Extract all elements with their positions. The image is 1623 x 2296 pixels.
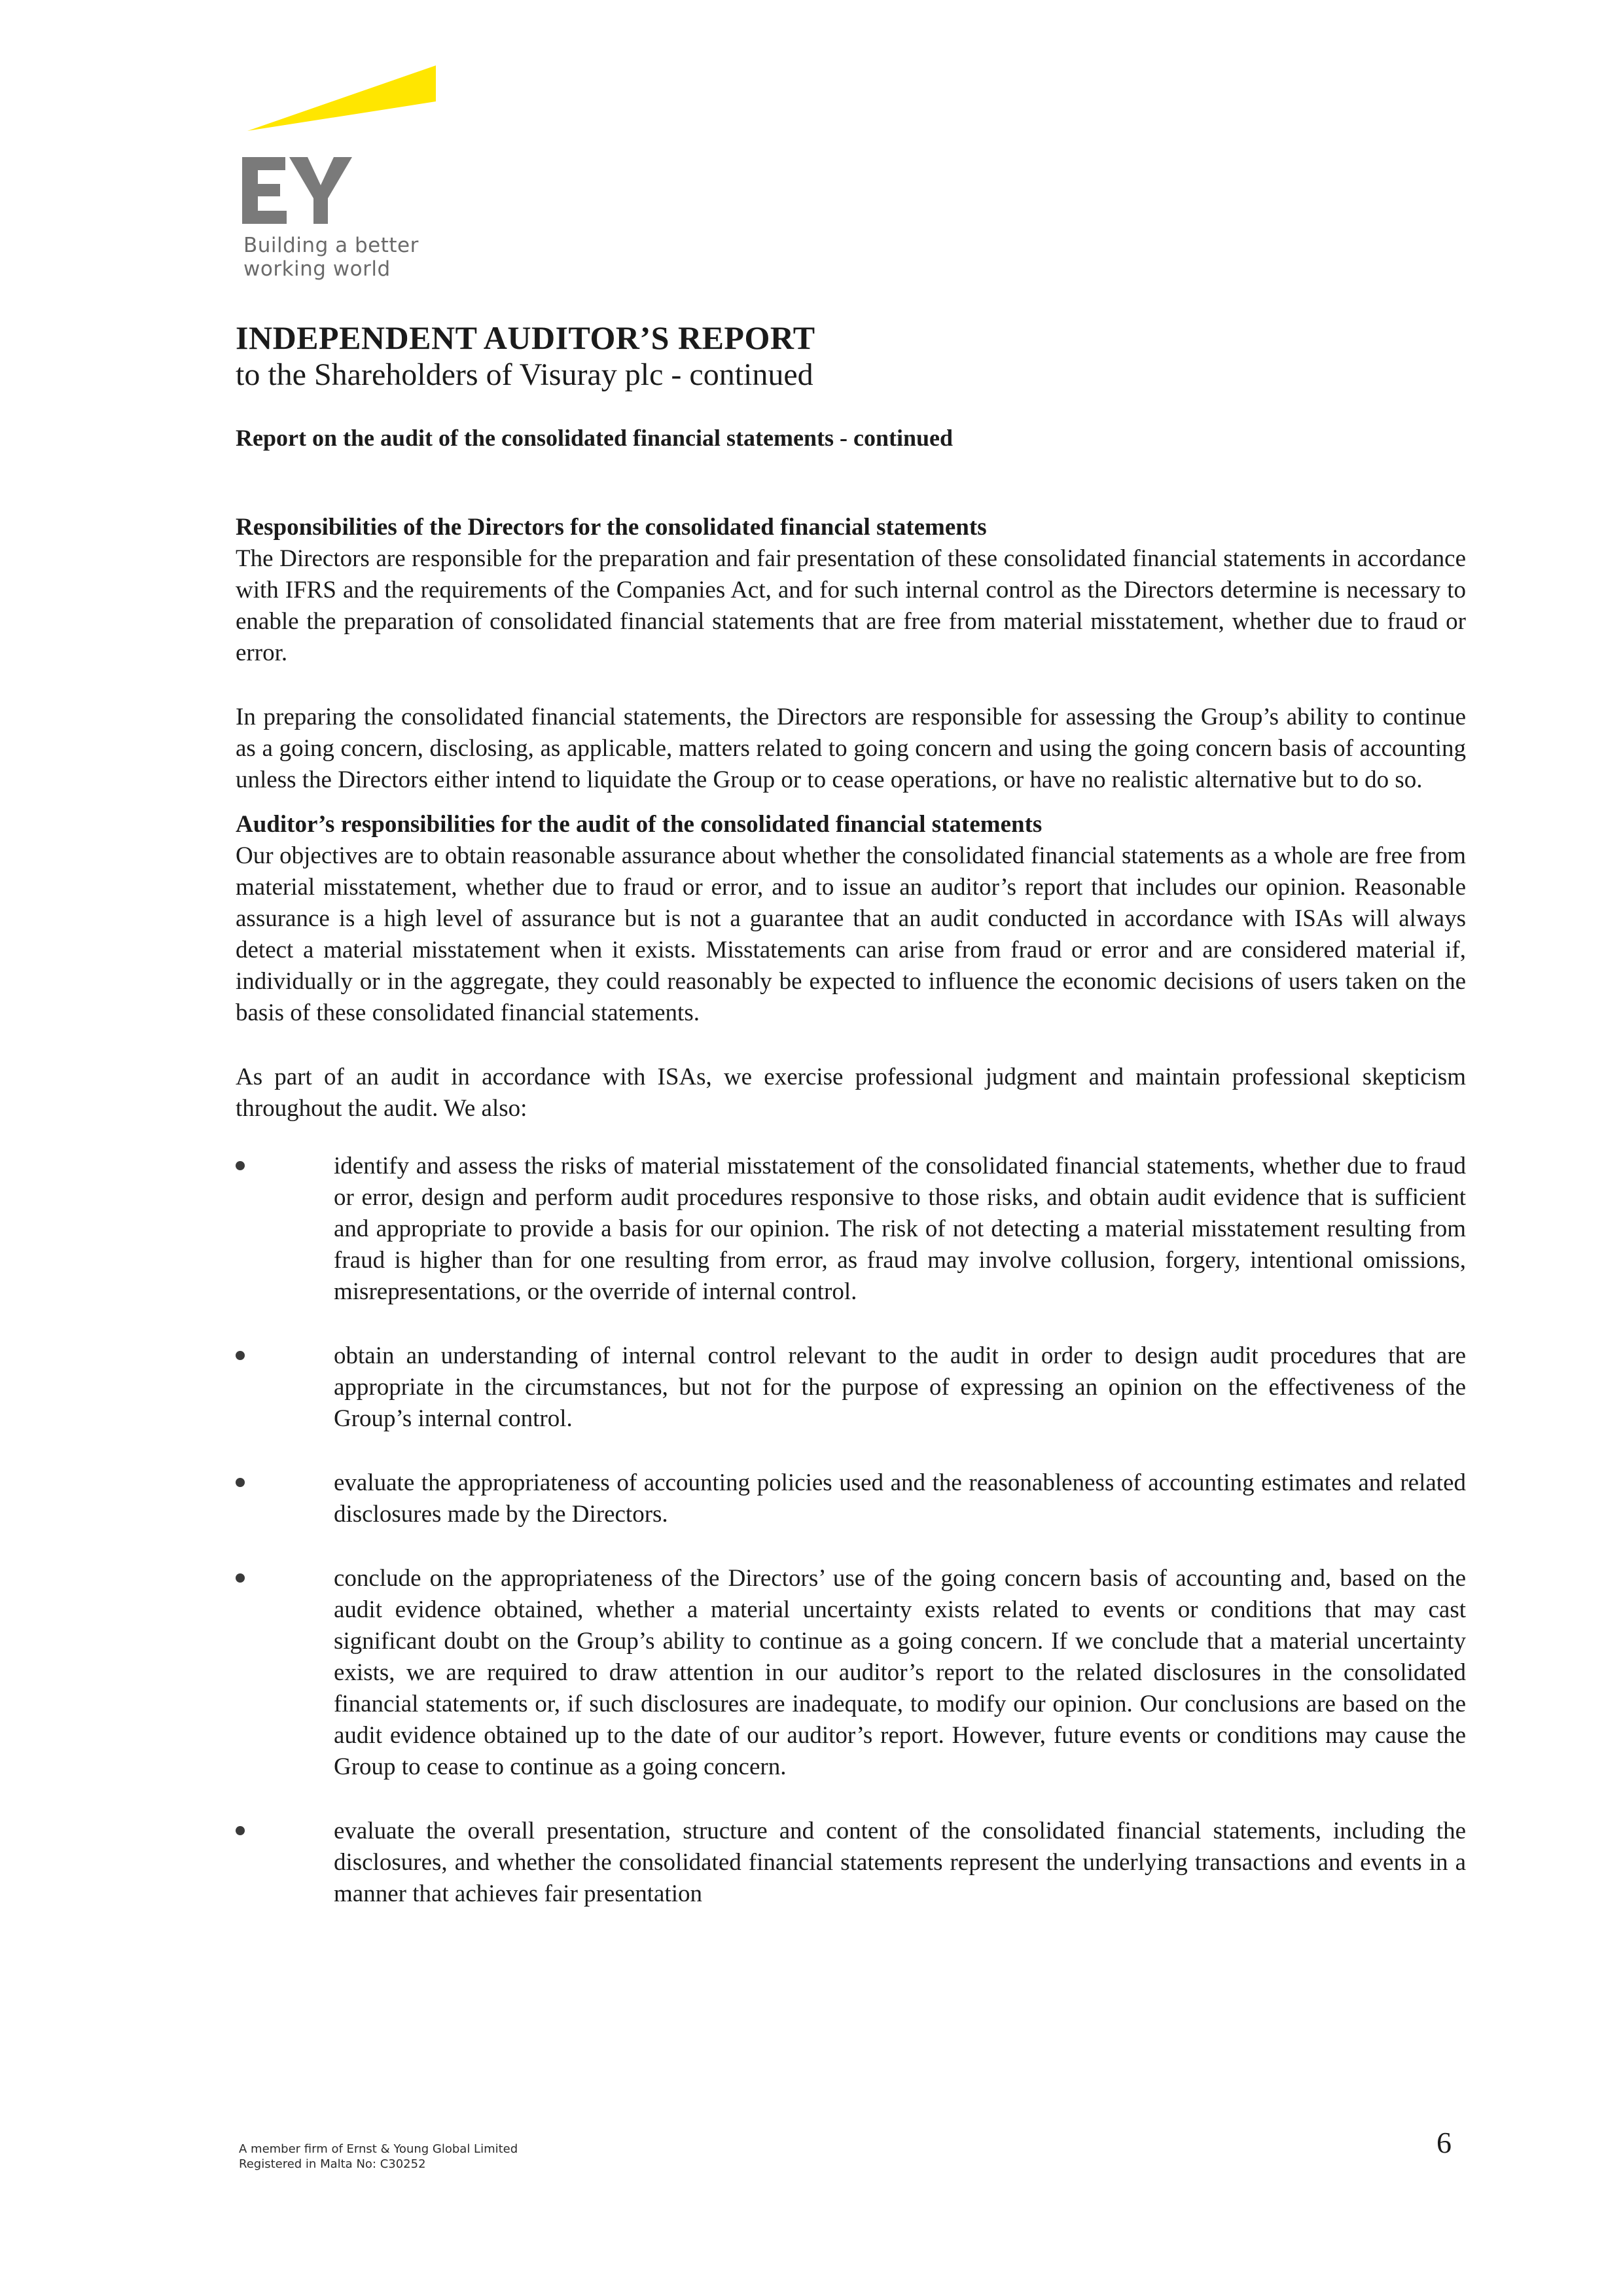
yellow-beam-icon: [247, 65, 436, 131]
bullet-icon: [236, 1478, 245, 1487]
list-item: [236, 1467, 1466, 1530]
footer-registration: [239, 2142, 518, 2172]
list-item: [236, 1816, 1466, 1910]
footer-registered: Registered in Malta No: C30252: [239, 2157, 426, 2171]
auditor-heading: Auditor’s responsibilities for the audit of the consolidated financial statements: [236, 811, 1043, 838]
bullet-icon: [236, 1573, 245, 1583]
list-item: [236, 1563, 1466, 1783]
bullet-icon: [236, 1826, 245, 1835]
report-subtitle: to the Shareholders of Visuray plc - continued: [236, 357, 813, 392]
directors-heading: Responsibilities of the Directors for the consolidated financial statements: [236, 514, 987, 541]
directors-paragraph-2: In preparing the consolidated financial statements, the Directors are responsible for assessing the Group’s ability to continue as a going concern, disclosing, as applicable, matters related to going concern and using the going concern basis of accounting unless the Directors either intend to liquidate the Group or to cease operations, or have no realistic alternative but to do so.: [236, 704, 1466, 793]
auditor-paragraph-1: Our objectives are to obtain reasonable assurance about whether the consolidated financial statements as a whole are free from material misstatement, whether due to fraud or error, and to issue an auditor’s report that includes our opinion. Reasonable assurance is a high level of assurance but is not a guarantee that an audit conducted in accordance with ISAs will always detect a material misstatement when it exists. Misstatements can arise from fraud or error and are considered material if, individually or in the aggregate, they could reasonably be expected to influence the economic decisions of users taken on the basis of these consolidated financial statements.: [236, 842, 1466, 1026]
list-item-text: evaluate the appropriateness of accounting policies used and the reasonableness of accounting estimates and related disclosures made by the Directors.: [334, 1469, 1466, 1528]
list-item-text: conclude on the appropriateness of the Directors’ use of the going concern basis of accounting and, based on the audit evidence obtained, whether a material uncertainty exists related to events or conditions that may cast significant doubt on the Group’s ability to continue as a going concern. If we conclude that a material uncertainty exists, we are required to draw attention in our auditor’s report to the related disclosures in the consolidated financial statements or, if such disclosures are inadequate, to modify our opinion. Our conclusions are based on the audit evidence obtained up to the date of our auditor’s report. However, future events or conditions may cause the Group to cease to continue as a going concern.: [334, 1565, 1466, 1780]
wordmark-e-icon: [242, 157, 287, 224]
list-item: [236, 1151, 1466, 1308]
bullet-icon: [236, 1161, 245, 1170]
list-item-text: obtain an understanding of internal control relevant to the audit in order to design audit procedures that are appropriate in the circumstances, but not for the purpose of expressing an opinion on the effectiveness of the Group’s internal control.: [334, 1342, 1466, 1432]
list-item-text: identify and assess the risks of material misstatement of the consolidated financial statements, whether due to fraud or error, design and perform audit procedures responsive to those risks, and obtain audit evidence that is sufficient and appropriate to provide a basis for our opinion. The risk of not detecting a material misstatement resulting from fraud is higher than for one resulting from error, as fraud may involve collusion, forgery, intentional omissions, misrepresentations, or the override of internal control.: [334, 1153, 1466, 1305]
list-item-text: evaluate the overall presentation, structure and content of the consolidated financial statements, including the disclosures, and whether the consolidated financial statements represent the underlying transactions and events in a manner that achieves fair presentation: [334, 1818, 1466, 1907]
footer-member-firm: A member firm of Ernst & Young Global Limited: [239, 2142, 518, 2156]
report-body: [236, 512, 1466, 1943]
bullet-icon: [236, 1351, 245, 1360]
list-item: [236, 1340, 1466, 1435]
ey-logo-mark: [236, 62, 452, 232]
ey-logo: [236, 62, 452, 285]
auditor-bullet-list: [236, 1151, 1466, 1910]
logo-tagline: [243, 234, 419, 281]
auditor-paragraph-2: As part of an audit in accordance with ISAs, we exercise professional judgment and maintain professional skepticism throughout the audit. We also:: [236, 1064, 1466, 1122]
auditor-responsibilities-section: [236, 809, 1466, 1910]
tagline-line-2: working world: [243, 257, 391, 281]
report-title: INDEPENDENT AUDITOR’S REPORT: [236, 319, 815, 356]
page-number: 6: [1436, 2126, 1452, 2159]
wordmark-y-icon: [289, 157, 352, 224]
tagline-line-1: Building a better: [243, 234, 419, 257]
directors-responsibilities-section: [236, 512, 1466, 796]
directors-paragraph-1: The Directors are responsible for the preparation and fair presentation of these consolidated financial statements in accordance with IFRS and the requirements of the Companies Act, and for such internal control as the Directors determine is necessary to enable the preparation of consolidated financial statements that are free from material misstatement, whether due to fraud or error.: [236, 545, 1466, 666]
section-heading: Report on the audit of the consolidated financial statements - continued: [236, 425, 953, 451]
